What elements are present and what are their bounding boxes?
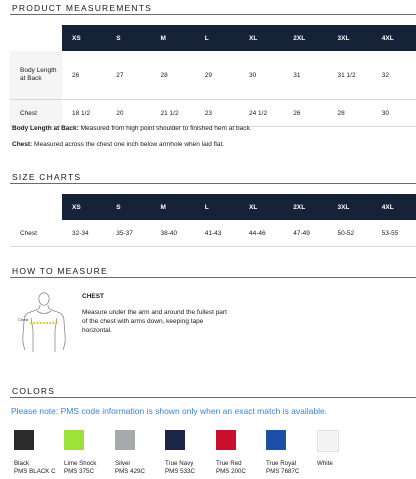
table-cell: 28 <box>151 51 195 100</box>
size-header: L <box>195 194 239 220</box>
size-header: 3XL <box>328 194 372 220</box>
size-header: 4XL <box>372 25 416 51</box>
color-label <box>165 460 195 477</box>
body-outline-icon <box>14 290 70 356</box>
table-cell: 26 <box>283 100 327 127</box>
row-label: Body Length at Back <box>10 51 62 100</box>
section-title-colors: COLORS <box>12 386 56 396</box>
color-name: Silver <box>115 460 131 467</box>
measurements-table <box>10 25 416 127</box>
table-cell: 24 1/2 <box>239 100 283 127</box>
note-term: Chest: <box>12 141 33 148</box>
section-title-size-charts: SIZE CHARTS <box>12 172 82 182</box>
color-swatch[interactable] <box>14 430 34 450</box>
color-swatch[interactable] <box>317 430 339 452</box>
table-cell: 32-34 <box>62 220 106 247</box>
size-header: XS <box>62 25 106 51</box>
note-text: Measured from high point shoulder to finished hem at back. <box>78 125 252 132</box>
note-text: Measured across the chest one inch below armhole when laid flat. <box>32 141 225 148</box>
table-cell: 53-55 <box>372 220 416 247</box>
how-to-chest-description: Measure under the arm and around the fullest part of the chest with arms down, keeping tape horizontal. <box>82 309 227 334</box>
color-pms: PMS 429C <box>115 468 145 476</box>
color-pms: PMS 200C <box>216 468 246 476</box>
table-cell: 38-40 <box>151 220 195 247</box>
size-header: 2XL <box>283 25 327 51</box>
size-header: XL <box>239 25 283 51</box>
table-cell: 35-37 <box>106 220 150 247</box>
table-cell: 31 <box>283 51 327 100</box>
section-divider <box>10 277 416 278</box>
table-cell: 27 <box>106 51 150 100</box>
color-label <box>115 460 145 477</box>
color-pms: PMS BLACK C <box>14 468 56 476</box>
size-header: M <box>151 194 195 220</box>
figure-chest-label: Chest <box>18 317 29 322</box>
color-swatch[interactable] <box>115 430 135 450</box>
table-row <box>10 51 416 100</box>
header-blank <box>10 25 62 51</box>
pms-note: Please note: PMS code information is shown only when an exact match is available. <box>11 406 328 416</box>
color-label <box>266 460 299 477</box>
color-label <box>216 460 246 477</box>
size-header: 2XL <box>283 194 327 220</box>
color-label <box>14 460 56 477</box>
color-swatch[interactable] <box>165 430 185 450</box>
section-title-measurements: PRODUCT MEASUREMENTS <box>12 3 153 13</box>
table-cell: 29 <box>195 51 239 100</box>
size-header: M <box>151 25 195 51</box>
row-label: Chest <box>10 220 62 247</box>
size-header: 3XL <box>328 25 372 51</box>
color-name: True Royal <box>266 460 297 467</box>
table-cell: 41-43 <box>195 220 239 247</box>
color-label <box>317 460 333 468</box>
chest-note <box>12 141 224 148</box>
size-header: 4XL <box>372 194 416 220</box>
table-cell: 23 <box>195 100 239 127</box>
table-cell: 21 1/2 <box>151 100 195 127</box>
color-swatch[interactable] <box>266 430 286 450</box>
table-cell: 18 1/2 <box>62 100 106 127</box>
section-title-how-to-measure: HOW TO MEASURE <box>12 266 108 276</box>
table-cell: 31 1/2 <box>328 51 372 100</box>
table-cell: 20 <box>106 100 150 127</box>
table-cell: 30 <box>372 100 416 127</box>
size-chart-header-row <box>10 194 416 220</box>
size-header: XS <box>62 194 106 220</box>
body-length-note <box>12 125 252 132</box>
size-header: S <box>106 25 150 51</box>
size-chart-table <box>10 194 416 247</box>
measurements-header-row <box>10 25 416 51</box>
color-name: True Navy <box>165 460 194 467</box>
color-label <box>64 460 96 477</box>
size-header: XL <box>239 194 283 220</box>
section-divider <box>10 397 416 398</box>
table-cell: 32 <box>372 51 416 100</box>
how-to-chest-title: CHEST <box>82 293 105 300</box>
color-name: Lime Shock <box>64 460 97 467</box>
size-header: L <box>195 25 239 51</box>
color-pms: PMS 533C <box>165 468 195 476</box>
table-cell: 28 <box>328 100 372 127</box>
table-cell: 50-52 <box>328 220 372 247</box>
section-divider <box>10 183 416 184</box>
color-name: Black <box>14 460 30 467</box>
note-term: Body Length at Back: <box>12 125 79 132</box>
color-name: True Red <box>216 460 242 467</box>
table-cell: 30 <box>239 51 283 100</box>
table-cell: 44-46 <box>239 220 283 247</box>
table-row <box>10 100 416 127</box>
color-swatch[interactable] <box>216 430 236 450</box>
color-pms: PMS 375C <box>64 468 94 476</box>
table-cell: 47-49 <box>283 220 327 247</box>
size-header: S <box>106 194 150 220</box>
table-cell: 26 <box>62 51 106 100</box>
color-swatch[interactable] <box>64 430 84 450</box>
row-label: Chest <box>10 100 62 127</box>
section-divider <box>10 14 416 15</box>
table-row <box>10 220 416 247</box>
color-name: White <box>317 460 333 467</box>
color-pms: PMS 7687C <box>266 468 300 476</box>
header-blank <box>10 194 62 220</box>
